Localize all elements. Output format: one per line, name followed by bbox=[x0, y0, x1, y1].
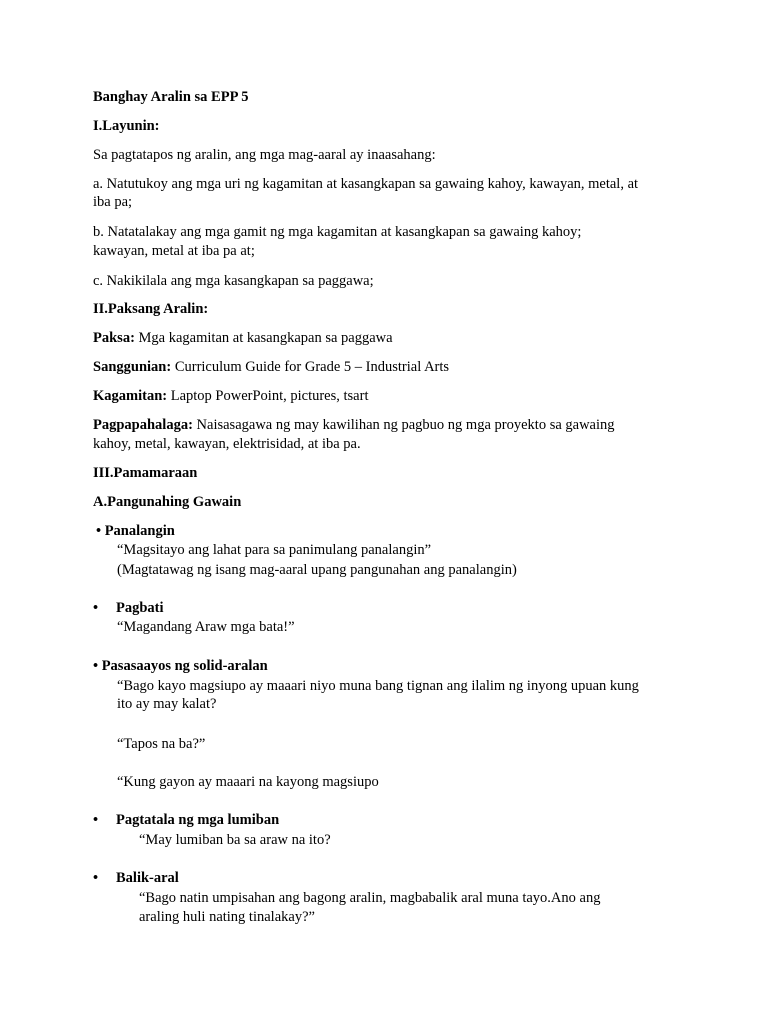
section-heading-paksang-aralin: II.Paksang Aralin: bbox=[93, 301, 209, 317]
paksa-row bbox=[93, 329, 393, 348]
paksa-label: Paksa: bbox=[93, 330, 135, 346]
kagamitan-row bbox=[93, 387, 368, 406]
sanggunian-row bbox=[93, 358, 449, 377]
objective-a-line-2: iba pa; bbox=[93, 194, 133, 210]
pagtatala-quote: “May lumiban ba sa araw na ito? bbox=[139, 832, 331, 848]
section-heading-pamamaraan: III.Pamamaraan bbox=[93, 465, 198, 481]
pagbati-bullet: • bbox=[93, 600, 99, 616]
section-heading-layunin: I.Layunin: bbox=[93, 118, 160, 134]
objective-a-line-1: a. Natutukoy ang mga uri ng kagamitan at kasangkapan sa gawaing kahoy, kawayan, metal, at bbox=[93, 176, 639, 192]
sanggunian-value: Curriculum Guide for Grade 5 – Industrial Arts bbox=[171, 359, 450, 375]
pasasaayos-line-2: ito ay may kalat? bbox=[117, 696, 217, 712]
balik-aral-bullet: • bbox=[93, 870, 99, 886]
pagpapahalaga-value-1: Naisasagawa ng may kawilihan ng pagbuo ng mga proyekto sa gawaing bbox=[192, 417, 615, 433]
intro-text: Sa pagtatapos ng aralin, ang mga mag-aaral ay inaasahang: bbox=[93, 147, 436, 163]
objective-b-line-2: kawayan, metal at iba pa at; bbox=[93, 243, 255, 259]
pasasaayos-title: • Pasasaayos ng solid-aralan bbox=[93, 658, 268, 674]
panalangin-title: • Panalangin bbox=[96, 523, 175, 539]
pagbati-quote: “Magandang Araw mga bata!” bbox=[117, 619, 295, 635]
pasasaayos-line-1: “Bago kayo magsiupo ay maaari niyo muna bang tignan ang ilalim ng inyong upuan kung bbox=[117, 678, 639, 694]
pasasaayos-line-4: “Kung gayon ay maaari na kayong magsiupo bbox=[117, 774, 379, 790]
paksa-value: Mga kagamitan at kasangkapan sa paggawa bbox=[134, 330, 393, 346]
pagpapahalaga-value-2: kahoy, metal, kawayan, elektrisidad, at iba pa. bbox=[93, 436, 361, 452]
panalangin-quote: “Magsitayo ang lahat para sa panimulang panalangin” bbox=[117, 542, 432, 558]
pagtatala-title: Pagtatala ng mga lumiban bbox=[116, 812, 280, 828]
objective-c: c. Nakikilala ang mga kasangkapan sa paggawa; bbox=[93, 273, 374, 289]
balik-aral-line-2: araling huli nating tinalakay?” bbox=[139, 909, 315, 925]
panalangin-note: (Magtatawag ng isang mag-aaral upang pangunahan ang panalangin) bbox=[117, 562, 517, 578]
kagamitan-value: Laptop PowerPoint, pictures, tsart bbox=[167, 388, 369, 404]
pagpapahalaga-row bbox=[93, 416, 615, 435]
kagamitan-label: Kagamitan: bbox=[93, 388, 168, 404]
pagbati-title: Pagbati bbox=[116, 600, 164, 616]
objective-b-line-1: b. Natatalakay ang mga gamit ng mga kagamitan at kasangkapan sa gawaing kahoy; bbox=[93, 224, 582, 240]
document-title: Banghay Aralin sa EPP 5 bbox=[93, 89, 249, 105]
section-heading-pangunahing-gawain: A.Pangunahing Gawain bbox=[93, 494, 242, 510]
balik-aral-line-1: “Bago natin umpisahan ang bagong aralin, magbabalik aral muna tayo.Ano ang bbox=[139, 890, 601, 906]
pasasaayos-line-3: “Tapos na ba?” bbox=[117, 736, 206, 752]
pagpapahalaga-label: Pagpapahalaga: bbox=[93, 417, 193, 433]
sanggunian-label: Sanggunian: bbox=[93, 359, 172, 375]
balik-aral-title: Balik-aral bbox=[116, 870, 179, 886]
pagtatala-bullet: • bbox=[93, 812, 99, 828]
